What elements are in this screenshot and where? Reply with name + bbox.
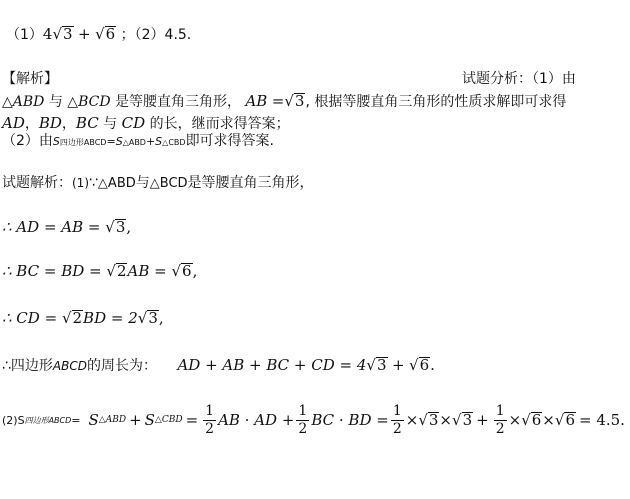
fraction-num: 1 xyxy=(205,403,215,420)
fraction-den: 2 xyxy=(392,420,402,437)
quad-name: ABCD xyxy=(52,359,87,373)
radical-icon: √ xyxy=(521,411,531,429)
radical-icon: √ xyxy=(409,356,419,374)
analysis-intro: 试题分析：（1）由 xyxy=(462,71,576,87)
var-ad: AD xyxy=(2,114,25,132)
text-and: 与 xyxy=(48,94,63,110)
part2-label: （2）由 xyxy=(2,133,53,149)
times: × xyxy=(405,411,419,429)
times: × xyxy=(439,411,452,429)
triangle-abd: △ABD xyxy=(97,176,136,191)
answer-radicand-1: 3 xyxy=(63,25,73,43)
radical-icon: √ xyxy=(137,309,148,327)
area-label: (2)S xyxy=(2,413,25,427)
fraction-num: 1 xyxy=(495,403,505,420)
fraction-den: 2 xyxy=(495,420,505,437)
triangle-bcd: △BCD xyxy=(67,94,111,110)
step-ad-ab xyxy=(2,218,131,236)
radical-icon: √ xyxy=(554,411,565,429)
area-result: = 4.5. xyxy=(578,411,625,429)
radical-icon: √ xyxy=(61,309,72,327)
part1-label: (1) xyxy=(72,176,89,190)
radicand: 6 xyxy=(182,262,192,280)
answer-separator: ；（2） xyxy=(120,27,165,43)
radical-icon: √ xyxy=(95,25,105,43)
equals: = xyxy=(71,413,81,427)
area-subscript-abd: △ABD xyxy=(122,138,146,147)
analysis-heading: 【解析】 xyxy=(2,71,58,87)
answer-plus: + xyxy=(78,25,91,43)
solution-line-1 xyxy=(2,172,314,192)
area-sub-abd: △ABD xyxy=(98,415,127,425)
equals: = xyxy=(271,92,285,110)
area-symbol: S xyxy=(52,135,60,148)
text-conclude: 即可求得答案. xyxy=(185,133,275,149)
analysis-line-4 xyxy=(2,130,274,150)
comma: , xyxy=(126,218,132,236)
fraction-den: 2 xyxy=(298,420,308,437)
perimeter-expr: AD + AB + BC + CD = 4 xyxy=(177,356,367,374)
var-cd: CD xyxy=(121,114,146,132)
step-text: ∴ CD = xyxy=(2,309,58,327)
radical-icon: √ xyxy=(452,411,462,429)
fraction-half xyxy=(494,403,507,436)
step-perimeter xyxy=(2,355,435,375)
fraction-half xyxy=(203,403,216,436)
fraction-half xyxy=(391,403,404,436)
radicand: 2 xyxy=(116,262,127,280)
solution-heading: 试题解析： xyxy=(2,175,72,191)
radical-icon: √ xyxy=(105,218,115,236)
fraction-half xyxy=(296,403,309,436)
fraction-num: 1 xyxy=(298,403,308,420)
text-isosceles-right: 是等腰直角三角形， xyxy=(187,175,314,191)
answer-part2-value: 4.5. xyxy=(164,27,192,43)
comma: ， xyxy=(24,116,39,132)
equals: = xyxy=(185,411,199,429)
fraction-den: 2 xyxy=(205,420,215,437)
plus: + xyxy=(476,411,489,429)
answer-line xyxy=(6,24,191,44)
radicand: 2 xyxy=(72,309,83,327)
comma: , xyxy=(158,309,164,327)
radical-icon: √ xyxy=(52,25,63,43)
answer-coef: 4 xyxy=(42,25,53,43)
radical-icon: √ xyxy=(284,92,294,110)
area-s1: S xyxy=(88,411,99,429)
area-subscript-cbd: △CBD xyxy=(162,138,186,147)
period: . xyxy=(430,356,435,374)
step-area xyxy=(2,400,625,440)
radicand: 3 xyxy=(428,410,439,429)
area-eq: =S xyxy=(106,135,123,148)
step-bc-bd xyxy=(2,262,197,280)
perimeter-label: 的周长为： xyxy=(86,358,157,374)
triangle-bcd: △BCD xyxy=(149,176,188,191)
radical-icon: √ xyxy=(418,411,428,429)
radicand: 3 xyxy=(376,356,387,374)
var-ab: AB xyxy=(245,92,268,110)
because-icon: ∵ xyxy=(89,175,98,191)
step-text: ∴ BC = BD = xyxy=(2,262,102,280)
area-term-1: AB · AD + xyxy=(218,411,295,429)
text-and: 与 xyxy=(103,116,118,132)
plus: + xyxy=(391,356,405,374)
radicand: 6 xyxy=(565,410,575,429)
text-method: , 根据等腰直角三角形的性质求解即可求得 xyxy=(305,94,567,110)
radical-icon: √ xyxy=(106,262,116,280)
triangle-abd: △ABD xyxy=(2,94,45,110)
area-s2: S xyxy=(144,411,155,429)
var-bd: BD xyxy=(38,114,62,132)
comma: ， xyxy=(61,116,76,132)
radical-icon: √ xyxy=(171,262,182,280)
area-subscript: 四边形ABCD xyxy=(59,138,107,147)
analysis-line-2 xyxy=(2,91,566,111)
area-sub-cbd: △CBD xyxy=(154,415,183,425)
text-lengths: 的长，继而求得答案； xyxy=(149,116,290,132)
radicand: 3 xyxy=(462,410,473,429)
times: × xyxy=(508,411,522,429)
comma: , xyxy=(192,262,198,280)
radicand: 6 xyxy=(531,410,542,429)
radicand: 3 xyxy=(294,92,305,110)
plus: + xyxy=(129,411,142,429)
radicand: 3 xyxy=(148,309,158,327)
answer-radicand-2: 6 xyxy=(105,25,116,43)
step-text-mid: BD = 2 xyxy=(83,309,138,327)
text-and: 与 xyxy=(135,175,150,191)
fraction-num: 1 xyxy=(392,403,402,420)
area-plus: +S xyxy=(145,135,163,148)
radicand: 6 xyxy=(419,356,430,374)
therefore-quad: ∴四边形 xyxy=(2,358,53,374)
radicand: 3 xyxy=(115,218,126,236)
text-isosceles-right: 是等腰直角三角形， xyxy=(115,94,242,110)
answer-part1-label: （1） xyxy=(6,27,43,43)
radical-icon: √ xyxy=(366,356,376,374)
step-text: ∴ AD = AB = xyxy=(2,218,101,236)
var-bc: BC xyxy=(75,114,99,132)
area-subscript: 四边形ABCD xyxy=(24,415,72,425)
step-text-mid: AB = xyxy=(127,262,167,280)
area-term-2: BC · BD = xyxy=(311,411,389,429)
step-cd xyxy=(2,309,164,327)
times: × xyxy=(542,411,555,429)
